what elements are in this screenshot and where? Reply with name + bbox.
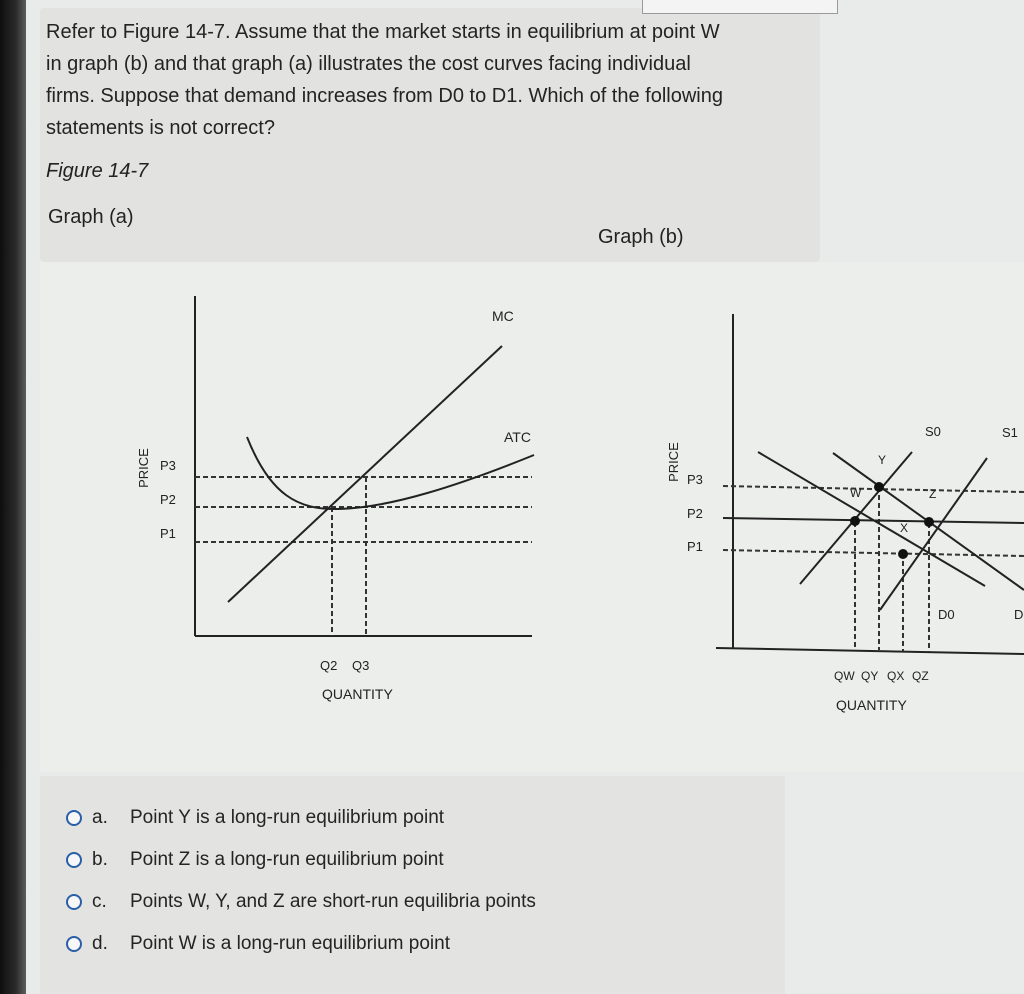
radio-icon[interactable]	[66, 810, 82, 826]
graph-b-title: Graph (b)	[598, 226, 684, 248]
point-z	[924, 517, 934, 527]
quantity-label-q2: Q2	[320, 658, 338, 673]
quantity-label-qy: QY	[861, 669, 879, 683]
question-line: firms. Suppose that demand increases from D0 to D1. Which of the following	[46, 85, 723, 107]
option-text: Points W, Y, and Z are short-run equilibria points	[130, 891, 536, 912]
s0-label: S0	[925, 424, 941, 439]
radio-icon[interactable]	[66, 852, 82, 868]
x-axis-label: QUANTITY	[322, 686, 393, 702]
graph-b	[650, 300, 1024, 720]
quantity-label-qx: QX	[887, 669, 905, 683]
x-axis-label: QUANTITY	[836, 697, 907, 713]
x-axis	[716, 648, 1024, 654]
option-letter: b.	[92, 849, 108, 870]
option-letter: d.	[92, 933, 108, 954]
point-y	[874, 482, 884, 492]
question-text	[46, 16, 806, 144]
question-line: Refer to Figure 14-7. Assume that the market starts in equilibrium at point W	[46, 21, 720, 43]
quantity-label-qz: QZ	[912, 669, 929, 683]
atc-label: ATC	[504, 429, 531, 445]
point-label-z: Z	[929, 487, 937, 501]
option-c[interactable]	[66, 887, 536, 917]
point-label-w: W	[850, 486, 862, 500]
graph-a-title: Graph (a)	[48, 206, 134, 228]
graph-a	[120, 290, 560, 710]
price-label-p2: P2	[687, 506, 703, 521]
question-line: in graph (b) and that graph (a) illustrates the cost curves facing individual	[46, 53, 691, 75]
point-label-y: Y	[878, 453, 887, 467]
price-label-p1: P1	[160, 526, 176, 541]
price-label-p2: P2	[160, 492, 176, 507]
question-line: statements is not correct?	[46, 117, 275, 139]
option-letter: a.	[92, 807, 108, 828]
option-text: Point Z is a long-run equilibrium point	[130, 849, 444, 870]
price-label-p3: P3	[160, 458, 176, 473]
option-b[interactable]	[66, 845, 444, 875]
option-letter: c.	[92, 891, 107, 912]
d0-label: D0	[938, 607, 955, 622]
point-x	[898, 549, 908, 559]
answer-options	[40, 776, 785, 994]
screen-edge	[0, 0, 26, 994]
y-axis-label: PRICE	[666, 442, 681, 482]
mc-label: MC	[492, 308, 514, 324]
quantity-label-qw: QW	[834, 669, 855, 683]
quantity-label-q3: Q3	[352, 658, 370, 673]
radio-icon[interactable]	[66, 936, 82, 952]
radio-icon[interactable]	[66, 894, 82, 910]
mc-curve	[228, 346, 502, 602]
figure-label: Figure 14-7	[46, 160, 149, 182]
point-w	[850, 516, 860, 526]
d1-label: D	[1014, 607, 1024, 622]
atc-curve	[247, 437, 534, 509]
price-label-p3: P3	[687, 472, 703, 487]
option-d[interactable]	[66, 929, 450, 959]
p3-line	[723, 486, 1024, 492]
p1-line	[723, 550, 1024, 556]
y-axis-label: PRICE	[136, 448, 151, 488]
s1-label: S1	[1002, 425, 1018, 440]
answer-field[interactable]	[642, 0, 838, 14]
option-text: Point W is a long-run equilibrium point	[130, 933, 450, 954]
price-label-p1: P1	[687, 539, 703, 554]
option-text: Point Y is a long-run equilibrium point	[130, 807, 445, 828]
option-a[interactable]	[66, 803, 444, 833]
point-label-x: X	[900, 521, 909, 535]
